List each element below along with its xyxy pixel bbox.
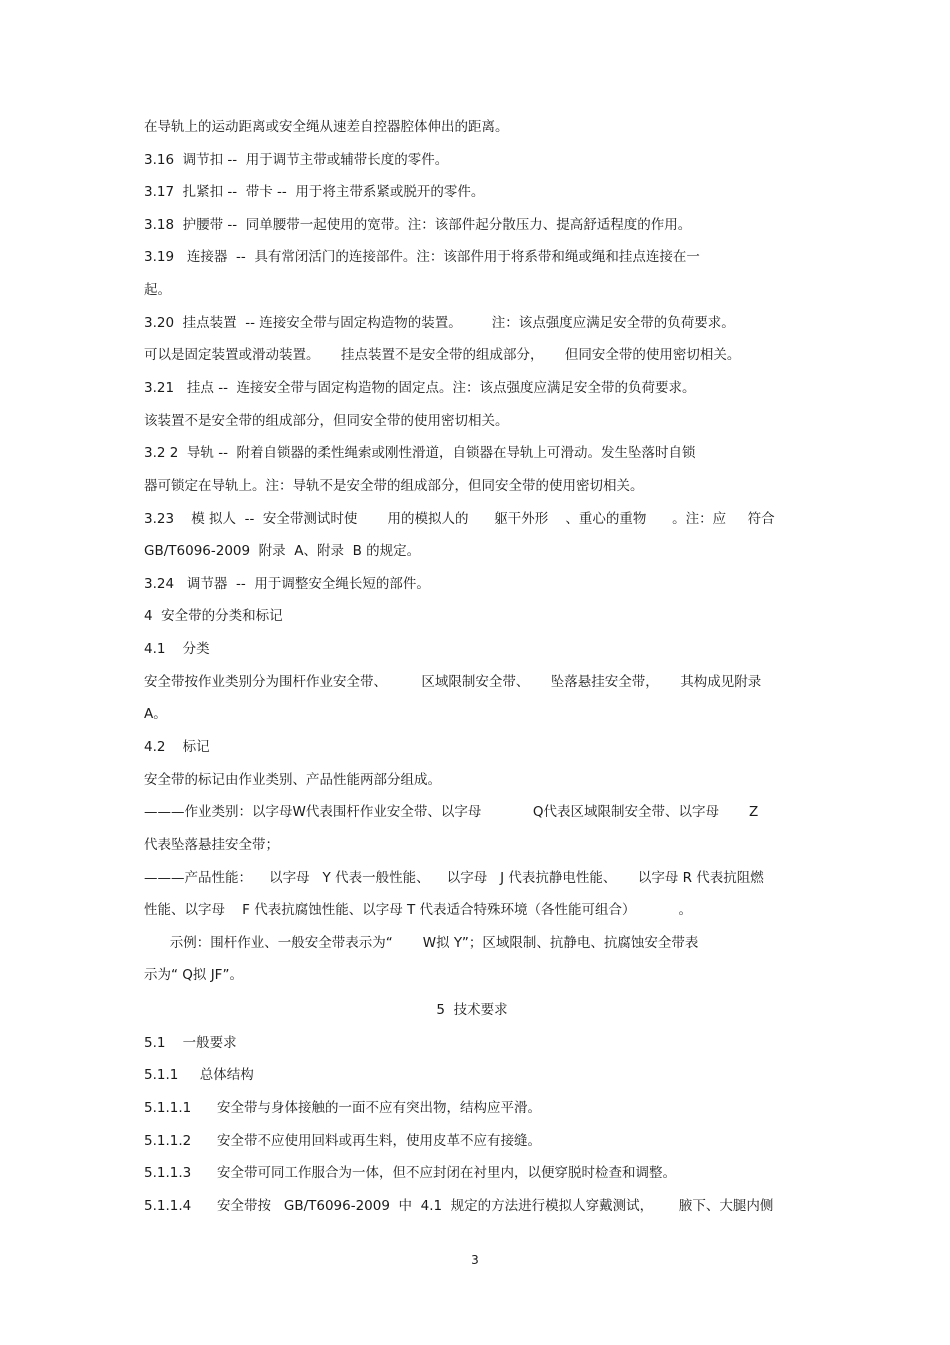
text-line: 3.18 护腰带 -- 同单腰带一起使用的宽带。注：该部件起分散压力、提高舒适程度的作用。 [144, 217, 692, 233]
text-line: 3.21 挂点 -- 连接安全带与固定构造物的固定点。注：该点强度应满足安全带的负荷要求。 [144, 380, 696, 396]
text-line: 在导轨上的运动距离或安全绳从速差自控器腔体伸出的距离。 [144, 119, 509, 135]
subsection-heading: 4.1 分类 [144, 641, 210, 657]
text-line: 性能、以字母 F 代表抗腐蚀性能、以字母 T 代表适合特殊环境（各性能可组合） 。 [144, 902, 692, 918]
subsection-heading: 4.2 标记 [144, 739, 210, 755]
text-line: 3.17 扎紧扣 -- 带卡 -- 用于将主带系紧或脱开的零件。 [144, 184, 485, 200]
text-line: ———产品性能： 以字母 Y 代表一般性能、 以字母 J 代表抗静电性能、 以字母 R 代表抗阻燃 [144, 870, 764, 886]
page-number: 3 [471, 1253, 479, 1267]
text-line: 5.1.1.4 安全带按 GB/T6096-2009 中 4.1 规定的方法进行模拟人穿戴测试， 腋下、大腿内侧 [144, 1198, 774, 1214]
text-line: GB/T6096-2009 附录 A、附录 B 的规定。 [144, 543, 421, 559]
subsection-heading: 5.1.1 总体结构 [144, 1067, 254, 1083]
text-line: 3.19 连接器 -- 具有常闭活门的连接部件。注：该部件用于将系带和绳或绳和挂点连接在一 [144, 249, 700, 265]
text-line: 5.1.1.2 安全带不应使用回料或再生料，使用皮革不应有接缝。 [144, 1133, 541, 1149]
text-line: 5.1.1.3 安全带可同工作服合为一体，但不应封闭在衬里内，以便穿脱时检查和调整。 [144, 1165, 676, 1181]
text-line: ———作业类别：以字母W代表围杆作业安全带、以字母 Q代表区域限制安全带、以字母 Z [144, 804, 759, 820]
text-line: 5.1.1.1 安全带与身体接触的一面不应有突出物，结构应平滑。 [144, 1100, 541, 1116]
subsection-heading: 5.1 一般要求 [144, 1035, 237, 1051]
text-line: 器可锁定在导轨上。注：导轨不是安全带的组成部分，但同安全带的使用密切相关。 [144, 478, 644, 494]
text-line: 可以是固定装置或滑动装置。 挂点装置不是安全带的组成部分， 但同安全带的使用密切相关。 [144, 347, 741, 363]
text-line: 3.23 模 拟人 -- 安全带测试时使 用的模拟人的 躯干外形 、重心的重物 。注：应 符合 [144, 511, 775, 527]
text-line: 安全带按作业类别分为围杆作业安全带、 区域限制安全带、 坠落悬挂安全带， 其构成见附录 [144, 674, 762, 690]
example-line: 示例：围杆作业、一般安全带表示为“ W拟 Y”；区域限制、抗静电、抗腐蚀安全带表 [144, 935, 699, 951]
section-heading: 5 技术要求 [436, 1002, 508, 1018]
text-line: 3.24 调节器 -- 用于调整安全绳长短的部件。 [144, 576, 430, 592]
text-line: 起。 [144, 282, 171, 298]
text-line: 代表坠落悬挂安全带； [144, 837, 279, 853]
text-line: 安全带的标记由作业类别、产品性能两部分组成。 [144, 772, 441, 788]
section-heading: 4 安全带的分类和标记 [144, 608, 283, 624]
text-line: 3.16 调节扣 -- 用于调节主带或辅带长度的零件。 [144, 152, 449, 168]
text-line: 3.2 2 导轨 -- 附着自锁器的柔性绳索或刚性滑道，自锁器在导轨上可滑动。发生坠落时自锁 [144, 445, 696, 461]
text-line: 该装置不是安全带的组成部分，但同安全带的使用密切相关。 [144, 413, 509, 429]
text-line: 3.20 挂点装置 -- 连接安全带与固定构造物的装置。 注：该点强度应满足安全带的负荷要求。 [144, 315, 735, 331]
text-line: A。 [144, 706, 167, 722]
example-line: 示为“ Q拟 JF”。 [144, 967, 243, 983]
